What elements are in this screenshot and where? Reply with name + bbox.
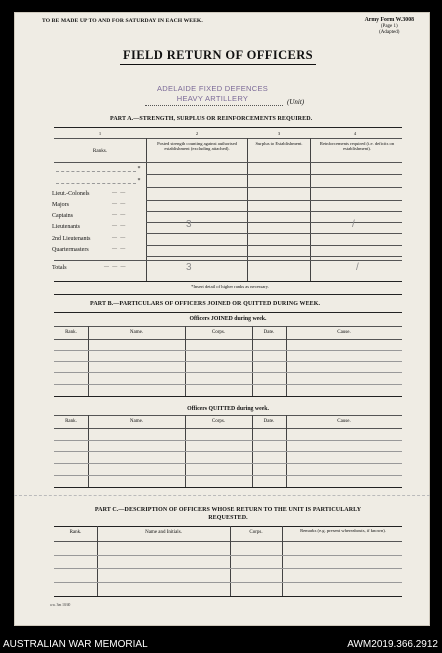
quitted-row-rule — [54, 475, 402, 476]
lieutenants-posted-value: 3 — [186, 219, 192, 230]
quitted-col-rank: Rank. — [65, 419, 77, 424]
part-c-col-remarks: Remarks (e.g. present whereabouts, if known). — [300, 528, 386, 533]
page-number: (Page 1) — [380, 24, 398, 29]
col-head-ranks: Ranks. — [92, 148, 108, 154]
quitted-head-rule — [54, 428, 402, 429]
leader-dots: — — — [112, 224, 127, 229]
part-c-row-rule — [54, 568, 402, 569]
joined-col-cause: Cause. — [337, 330, 351, 335]
part-c-title-line-2: REQUESTED. — [208, 515, 248, 521]
stamp-line-2: HEAVY ARTILLERY — [176, 94, 249, 103]
part-c-row-rule — [54, 555, 402, 556]
leader-dots: — — — — [104, 265, 127, 270]
archive-footer — [0, 637, 442, 653]
part-c-col-name: Name and Initials. — [145, 530, 182, 535]
leader-dots: — — — [112, 202, 127, 207]
blank-rank-line — [56, 183, 136, 184]
rank-2nd-lieutenants: 2nd Lieutenants — [52, 236, 91, 242]
leader-dots: — — — [112, 191, 127, 196]
joined-col-rank: Rank. — [65, 330, 77, 335]
joined-row-rule — [54, 384, 402, 385]
quitted-col-name: Name. — [129, 419, 144, 424]
quitted-title-rule — [54, 415, 402, 416]
quitted-row-rule — [54, 451, 402, 452]
joined-row-rule — [54, 372, 402, 373]
quitted-col-cause: Cause. — [337, 419, 351, 424]
quitted-col-corps: Corps. — [211, 419, 226, 424]
adapted-note: (Adapted) — [379, 30, 400, 35]
joined-head-rule — [54, 339, 402, 340]
joined-col-date: Date. — [263, 330, 275, 335]
footer-institution: AUSTRALIAN WAR MEMORIAL — [3, 639, 148, 650]
unit-label: (Unit) — [287, 98, 305, 106]
totals-label: Totals — [52, 265, 67, 271]
row-rule — [146, 211, 402, 212]
header-bottom-rule — [54, 162, 402, 163]
rank-quartermasters: Quartermasters — [52, 247, 89, 253]
top-instruction: TO BE MADE UP TO AND FOR SATURDAY IN EACH WEEK. — [42, 18, 203, 24]
part-b-top-rule — [54, 294, 402, 295]
part-b-title-rule — [54, 312, 402, 313]
part-c-head-rule — [54, 541, 402, 542]
leader-dots: — — — [112, 247, 127, 252]
lieutenants-reinforcements-value: / — [352, 219, 355, 230]
totals-posted-value: 3 — [186, 262, 192, 273]
blank-rank-line — [56, 171, 136, 172]
rank-captains: Captains — [52, 213, 73, 219]
part-b-title: PART B.—PARTICULARS OF OFFICERS JOINED OR QUITTED DURING WEEK. — [90, 301, 321, 307]
part-c-col-rank: Rank. — [69, 530, 82, 535]
joined-bottom-rule — [54, 396, 402, 397]
part-a-title: PART A.—STRENGTH, SURPLUS OR REINFORCEMENTS REQUIRED. — [110, 116, 313, 122]
joined-col-corps: Corps. — [211, 330, 226, 335]
unit-dotted-line — [145, 105, 283, 106]
totals-reinforcements-value: / — [356, 262, 359, 273]
page-title: FIELD RETURN OF OFFICERS — [120, 48, 316, 65]
row-rule — [146, 256, 402, 257]
col-head-reinforcements: Reinforcements required (i.e. deficits on establishment). — [319, 141, 395, 152]
row-rule — [146, 174, 402, 175]
part-a-bottom-rule — [54, 281, 402, 282]
quitted-title: Officers QUITTED during week. — [187, 406, 269, 412]
form-identifier — [365, 17, 414, 36]
row-rule — [146, 200, 402, 201]
part-c-col-line — [97, 526, 98, 596]
row-rule — [146, 222, 402, 223]
part-c-bottom-rule — [54, 596, 402, 597]
asterisk-1: * — [137, 166, 141, 172]
part-c-row-rule — [54, 582, 402, 583]
leader-dots: — — — [112, 213, 127, 218]
printer-note: a.w. 3m 10/40 — [50, 603, 71, 607]
part-c-col-line — [282, 526, 283, 596]
joined-col-name: Name. — [129, 330, 144, 335]
rank-lieut-colonels: Lieut.-Colonels — [52, 191, 90, 197]
row-rule — [146, 187, 402, 188]
part-c-top-rule — [54, 526, 402, 527]
col-number-rule — [54, 138, 402, 139]
footer-accession-number: AWM2019.366.2912 — [347, 639, 438, 650]
col-number-2: 2 — [195, 131, 199, 136]
joined-row-rule — [54, 361, 402, 362]
quitted-col-date: Date. — [263, 419, 275, 424]
leader-dots: — — — [112, 236, 127, 241]
stamp-line-1: ADELAIDE FIXED DEFENCES — [156, 84, 269, 93]
footnote: *Insert detail of higher ranks as necessary. — [191, 284, 269, 289]
row-rule — [146, 245, 402, 246]
col-number-1: 1 — [98, 131, 102, 136]
joined-title: Officers JOINED during week. — [189, 316, 267, 322]
part-b-bottom-rule — [54, 487, 402, 488]
part-a-top-rule — [54, 127, 402, 128]
asterisk-2: * — [137, 178, 141, 184]
part-c-col-line — [230, 526, 231, 596]
col-head-posted: Posted strength counting against authorised establishment (excluding attached). — [157, 141, 237, 152]
joined-row-rule — [54, 350, 402, 351]
form-number: Army Form W.3008 — [364, 17, 414, 23]
rank-lieutenants: Lieutenants — [52, 224, 80, 230]
col-number-3: 3 — [277, 131, 281, 136]
fold-line — [14, 495, 430, 496]
quitted-row-rule — [54, 463, 402, 464]
totals-top-rule — [54, 260, 402, 261]
part-c-col-corps: Corps. — [249, 530, 263, 535]
part-c-title-line-1: PART C.—DESCRIPTION OF OFFICERS WHOSE RETURN TO THE UNIT IS PARTICULARLY — [94, 507, 362, 513]
col-head-surplus: Surplus to Establishment. — [255, 141, 303, 146]
row-rule — [146, 233, 402, 234]
col-number-4: 4 — [353, 131, 357, 136]
quitted-row-rule — [54, 440, 402, 441]
unit-stamp — [150, 84, 275, 104]
rank-majors: Majors — [52, 202, 69, 208]
joined-title-rule — [54, 326, 402, 327]
